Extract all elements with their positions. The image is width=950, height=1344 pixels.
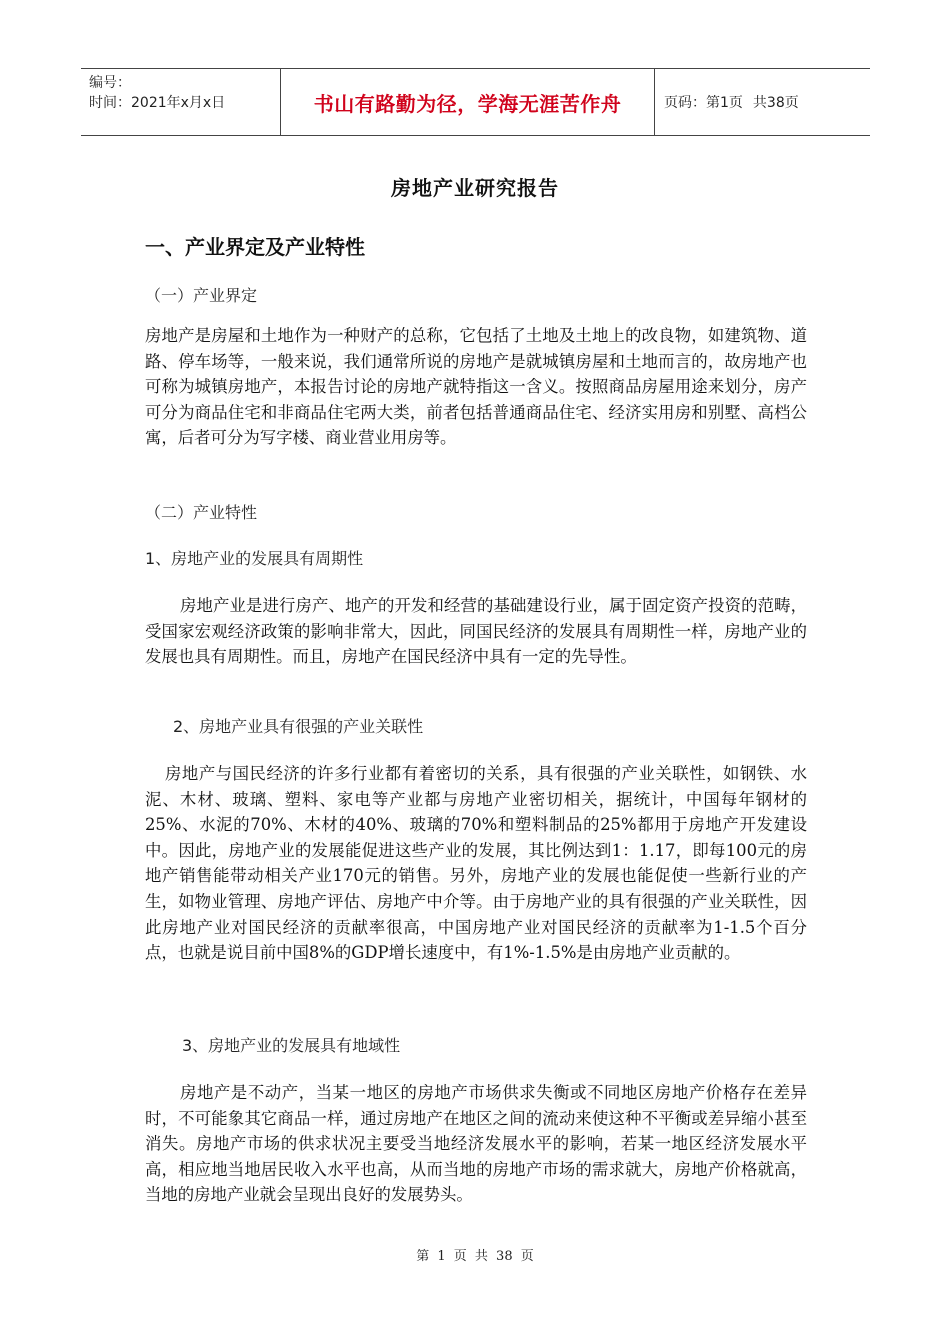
- page-footer: 第 1 页 共 38 页: [416, 1249, 534, 1264]
- document-title: 房地产业研究报告: [391, 176, 559, 200]
- paragraph-linkage: 房地产与国民经济的许多行业都有着密切的关系，具有很强的产业关联性，如钢铁、水泥、木材、玻璃、塑料、家电等产业都与房地产业密切相关，据统计，中国每年钢材的25%、水泥的70%、木材的40%、玻璃的70%和塑料制品的25%都用于房地产开发建设中。因此，房地产业的发展能促进这些产业的发展，其比例达到1：1.17，即每100元的房地产销售能带动相关产业170元的销售。另外，房地产业的发展也能促使一些新行业的产生，如物业管理、房地产评估、房地产中介等。由于房地产业的具有很强的产业关联性，因此房地产业对国民经济的贡献率很高，中国房地产业对国民经济的贡献率为1-1.5个百分点，也就是说目前中国8%的GDP增长速度中，有1%-1.5%是由房地产业贡献的。: [145, 764, 807, 963]
- subsection-heading-definition: （一）产业界定: [145, 286, 258, 305]
- total-pages-label: 共38页: [752, 95, 799, 111]
- page-label: 页码：第1页: [664, 95, 743, 111]
- subsection-heading-features: （二）产业特性: [145, 503, 258, 522]
- header-meta-cell: [81, 69, 281, 135]
- paragraph-definition: 房地产是房屋和土地作为一种财产的总称，它包括了土地及土地上的改良物，如建筑物、道路、停车场等，一般来说，我们通常所说的房地产是就城镇房屋和土地而言的，故房地产也可称为城镇房地产，本报告讨论的房地产就特指这一含义。按照商品房屋用途来划分，房产可分为商品住宅和非商品住宅两大类，前者包括普通商品住宅、经济实用房和别墅、高档公寓，后者可分为写字楼、商业营业用房等。: [145, 326, 807, 448]
- item-heading-cyclical: 1、房地产业的发展具有周期性: [145, 549, 364, 568]
- serial-label: 编号：: [89, 75, 131, 91]
- paragraph-cyclical: 房地产业是进行房产、地产的开发和经营的基础建设行业，属于固定资产投资的范畴，受国家宏观经济政策的影响非常大，因此，同国民经济的发展具有周期性一样，房地产业的发展也具有周期性。而且，房地产在国民经济中具有一定的先导性。: [145, 596, 807, 667]
- date-label: 时间：2021年x月x日: [89, 95, 226, 111]
- paragraph-regional: 房地产是不动产，当某一地区的房地产市场供求失衡或不同地区房地产价格存在差异时，不可能象其它商品一样，通过房地产在地区之间的流动来使这种不平衡或差异缩小甚至消失。房地产市场的供求状况主要受当地经济发展水平的影响，若某一地区经济发展水平高，相应地当地居民收入水平也高，从而当地的房地产市场的需求就大，房地产价格就高，当地的房地产业就会呈现出良好的发展势头。: [145, 1083, 807, 1205]
- document-header: [81, 68, 870, 136]
- item-heading-regional: 3、房地产业的发展具有地域性: [182, 1036, 401, 1055]
- section-heading: 一、产业界定及产业特性: [145, 235, 365, 259]
- header-page-cell: [655, 69, 870, 135]
- header-motto: 书山有路勤为径，学海无涯苦作舟: [281, 69, 655, 135]
- item-heading-linkage: 2、房地产业具有很强的产业关联性: [173, 717, 424, 736]
